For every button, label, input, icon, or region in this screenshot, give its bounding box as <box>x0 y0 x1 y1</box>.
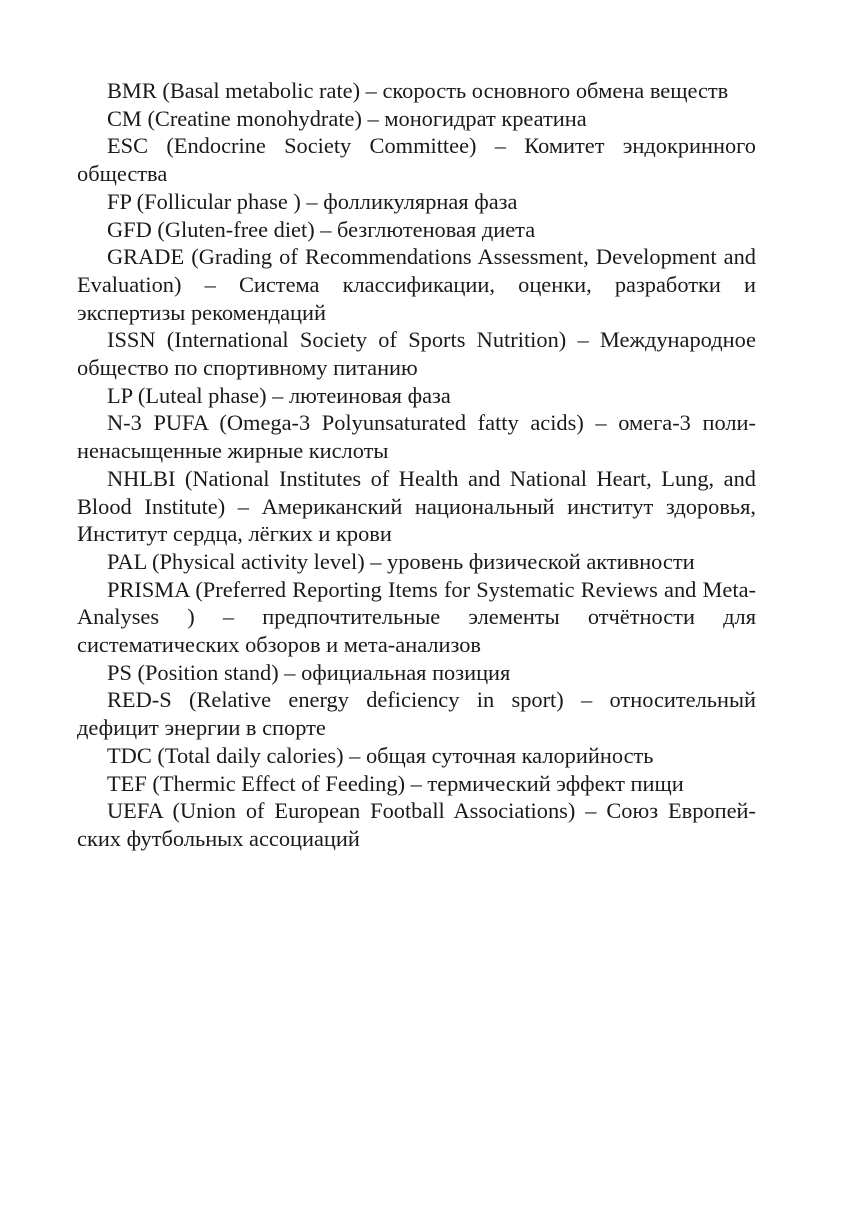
abbreviation-entry: TEF (Thermic Effect of Feeding) – термический эффект пищи <box>107 770 684 796</box>
abbreviation-entry: LP (Luteal phase) – лютеиновая фаза <box>107 382 451 408</box>
abbreviation-entry: RED-S (Relative energy deficiency in sport) – относительный дефицит энергии в спорте <box>77 687 756 741</box>
abbreviations-list <box>77 77 756 853</box>
abbreviation-entry: N-3 PUFA (Omega-3 Polyunsaturated fatty acids) – омега-3 полиненасыщенные жирные кислоты <box>77 410 756 464</box>
abbreviation-entry: NHLBI (National Institutes of Health and National Heart, Lung, and Blood Institute) – Американский национальный институт здоровья, Институт сердца, лёгких и крови <box>77 465 756 547</box>
abbreviation-entry: BMR (Basal metabolic rate) – скорость основного обмена веществ <box>107 78 729 103</box>
abbreviation-entry: PAL (Physical activity level) – уровень физической активности <box>107 548 695 574</box>
abbreviation-entry: TDC (Total daily calories) – общая суточная калорийность <box>107 742 654 768</box>
abbreviation-entry: PS (Position stand) – официальная позиция <box>107 659 511 685</box>
abbreviation-entry: GFD (Gluten-free diet) – безглютеновая диета <box>107 216 536 242</box>
abbreviation-entry: PRISMA (Preferred Reporting Items for Systematic Reviews and Meta-Analyses ) – предпочтительные элементы отчётности для систематических обзоров и мета-анализов <box>77 576 756 658</box>
abbreviation-entry: CM (Creatine monohydrate) – моногидрат креатина <box>107 105 587 131</box>
abbreviation-entry: ISSN (International Society of Sports Nutrition) – Международное общество по спортивному питанию <box>77 327 756 381</box>
abbreviation-entry: FP (Follicular phase ) – фолликулярная фаза <box>107 188 518 214</box>
abbreviation-entry: GRADE (Grading of Recommendations Assessment, Development and Evaluation) – Система классификации, оценки, разработки и экспертизы рекомендаций <box>77 244 756 325</box>
abbreviation-entry: UEFA (Union of European Football Associations) – Союз Европейских футбольных ассоциаций <box>77 798 756 851</box>
abbreviation-entry: ESC (Endocrine Society Committee) – Комитет эндокринного общества <box>77 133 756 187</box>
